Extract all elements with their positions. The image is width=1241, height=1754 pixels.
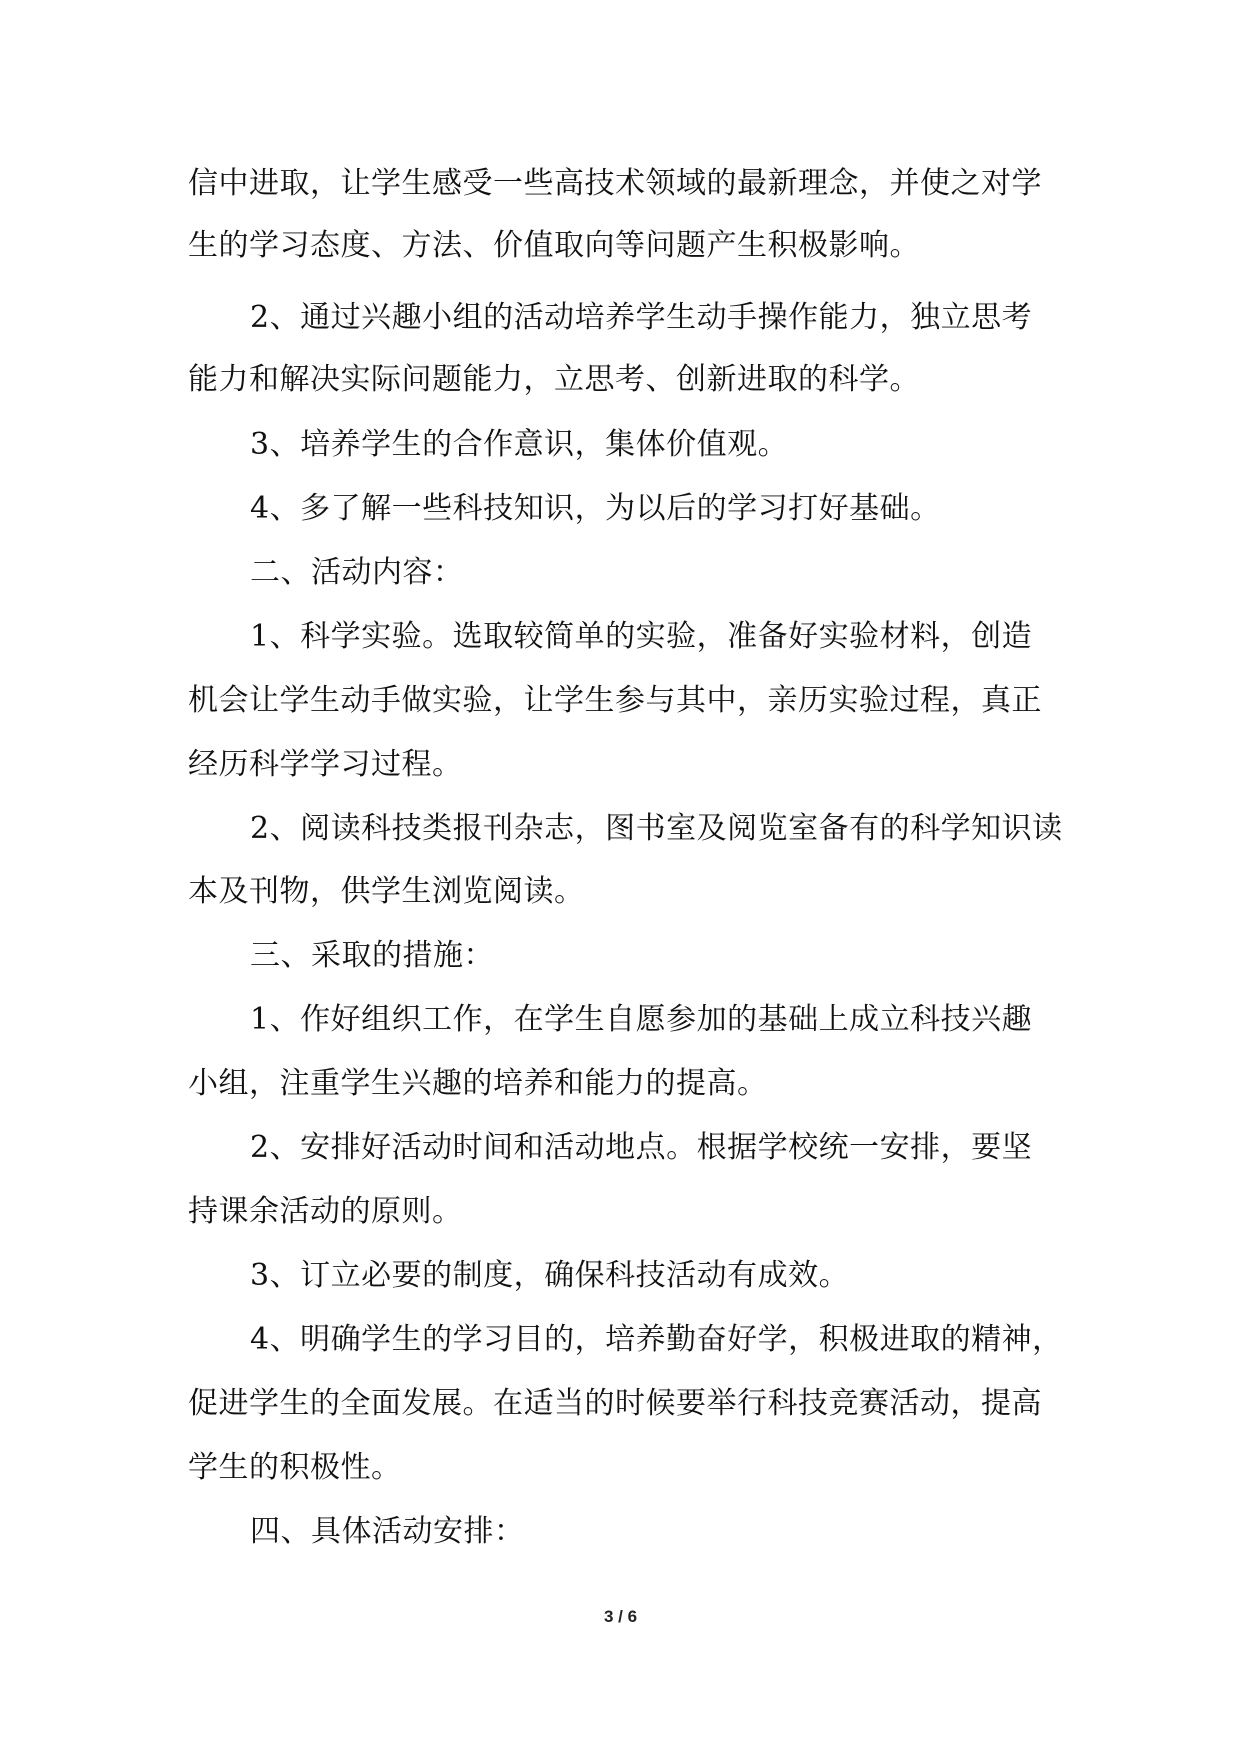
text-line: 学生的积极性。: [188, 1450, 402, 1485]
section-heading: 三、采取的措施：: [250, 938, 494, 973]
text-line: 4、明确学生的学习目的，培养勤奋好学，积极进取的精神，: [250, 1322, 1063, 1357]
text-line: 2、阅读科技类报刊杂志，图书室及阅览室备有的科学知识读: [250, 811, 1063, 846]
text-line: 经历科学学习过程。: [188, 747, 463, 782]
text-line: 2、安排好活动时间和活动地点。根据学校统一安排，要坚: [250, 1130, 1033, 1165]
text-line: 机会让学生动手做实验，让学生参与其中，亲历实验过程，真正: [188, 683, 1042, 718]
text-line: 1、作好组织工作，在学生自愿参加的基础上成立科技兴趣: [250, 1002, 1033, 1037]
text-line: 持课余活动的原则。: [188, 1194, 463, 1229]
text-line: 信中进取，让学生感受一些高技术领域的最新理念，并使之对学: [188, 166, 1042, 201]
section-heading: 四、具体活动安排：: [250, 1514, 525, 1549]
text-line: 1、科学实验。选取较简单的实验，准备好实验材料，创造: [250, 619, 1033, 654]
text-line: 4、多了解一些科技知识，为以后的学习打好基础。: [250, 491, 941, 526]
page-number: 3 / 6: [603, 1607, 638, 1626]
text-line: 本及刊物，供学生浏览阅读。: [188, 874, 585, 909]
text-line: 2、通过兴趣小组的活动培养学生动手操作能力，独立思考: [250, 300, 1033, 335]
text-line: 小组，注重学生兴趣的培养和能力的提高。: [188, 1066, 768, 1101]
text-line: 3、订立必要的制度，确保科技活动有成效。: [250, 1258, 850, 1293]
text-line: 促进学生的全面发展。在适当的时候要举行科技竞赛活动，提高: [188, 1386, 1042, 1421]
section-heading: 二、活动内容：: [250, 555, 464, 590]
text-line: 3、培养学生的合作意识，集体价值观。: [250, 427, 789, 462]
text-line: 生的学习态度、方法、价值取向等问题产生积极影响。: [188, 228, 920, 263]
text-line: 能力和解决实际问题能力，立思考、创新进取的科学。: [188, 362, 920, 397]
